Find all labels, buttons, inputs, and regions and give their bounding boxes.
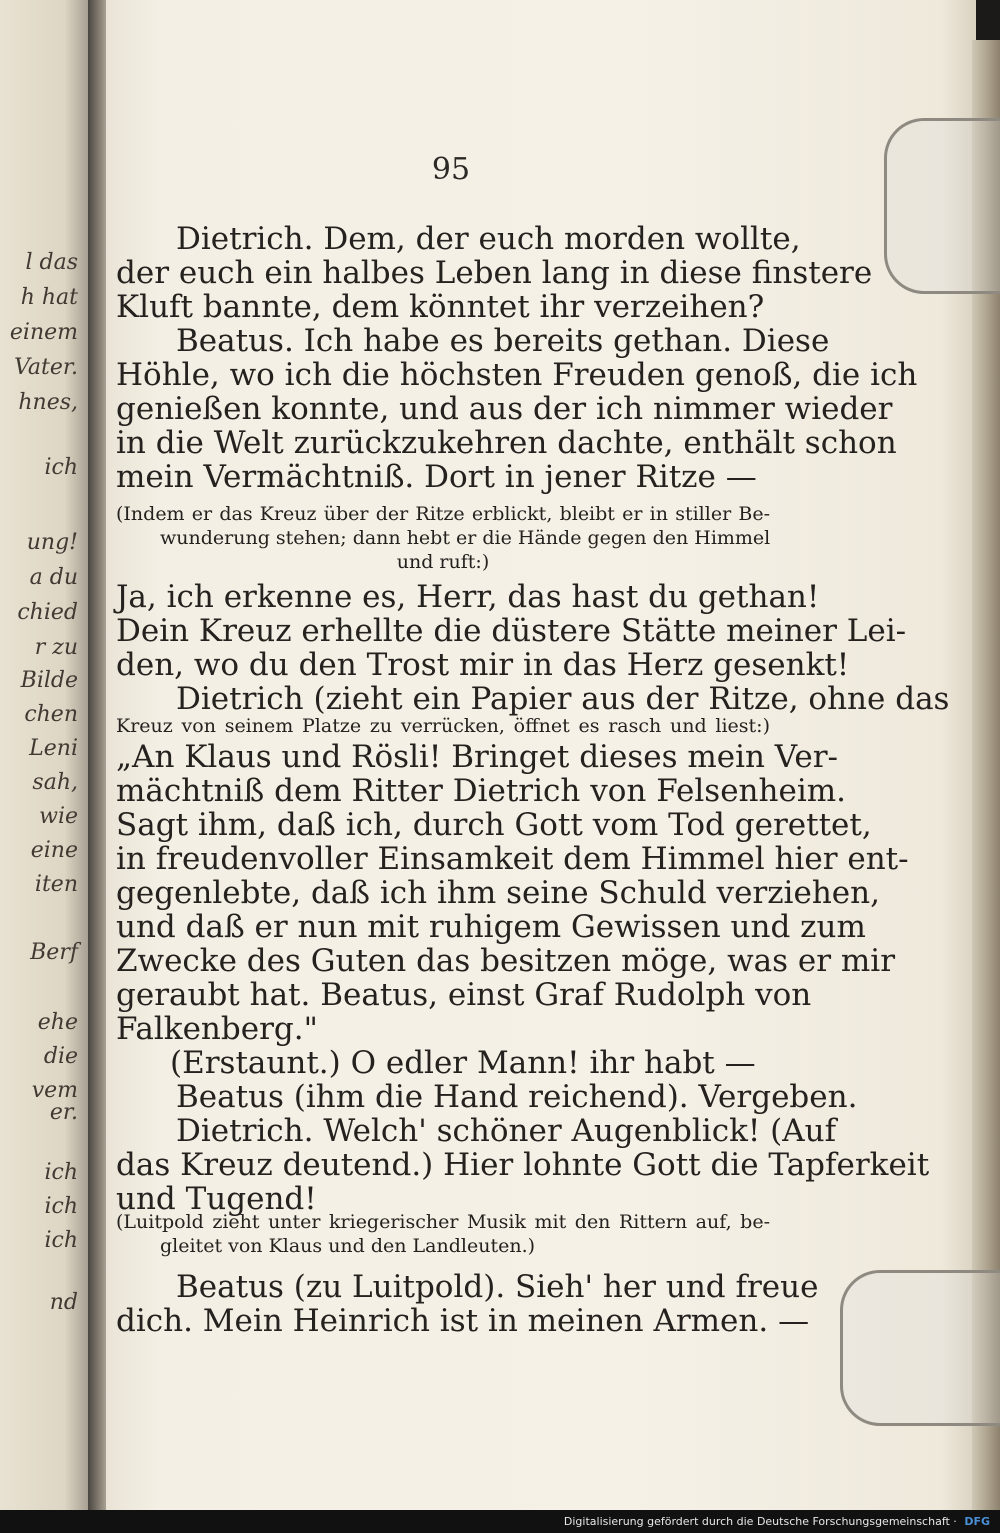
- left-page-fragment: a du: [29, 565, 78, 590]
- text-line: in die Welt zurückzukehren dachte, enthält schon: [116, 425, 897, 461]
- left-page-fragment: ich: [44, 1228, 78, 1253]
- text-line: Dietrich. Dem, der euch morden wollte,: [176, 221, 801, 257]
- text-line: mein Vermächtniß. Dort in jener Ritze —: [116, 459, 757, 495]
- left-page-fragment: wie: [39, 804, 78, 829]
- text-line: gegenlebte, daß ich ihm seine Schuld verziehen,: [116, 875, 880, 911]
- left-page-fragment: r zu: [34, 635, 78, 660]
- text-line: Beatus (zu Luitpold). Sieh' her und freue: [176, 1269, 819, 1305]
- text-line: Dein Kreuz erhellte die düstere Stätte meiner Lei-: [116, 613, 907, 649]
- left-page-fragment: ung!: [26, 530, 78, 555]
- stage-direction: und ruft:): [396, 551, 490, 573]
- left-page-fragment: iten: [34, 872, 78, 897]
- left-page-fragment: ich: [44, 455, 78, 480]
- text-line: Sagt ihm, daß ich, durch Gott vom Tod gerettet,: [116, 807, 872, 843]
- footer-text: Digitalisierung gefördert durch die Deutsche Forschungsgemeinschaft ·: [563, 1515, 957, 1528]
- stage-direction: (Indem er das Kreuz über der Ritze erblickt, bleibt er in stiller Be-: [116, 503, 770, 525]
- left-page-fragment: Vater.: [14, 355, 78, 380]
- left-page-fragment: vem: [31, 1078, 78, 1103]
- left-page-fragment: die: [43, 1044, 78, 1069]
- left-page-fragment: ehe: [37, 1010, 78, 1035]
- text-line: Beatus (ihm die Hand reichend). Vergeben.: [176, 1079, 858, 1115]
- text-line: mächtniß dem Ritter Dietrich von Felsenheim.: [116, 773, 846, 809]
- text-line: Kluft bannte, dem könntet ihr verzeihen?: [116, 289, 765, 325]
- left-page-fragment: h hat: [20, 285, 78, 310]
- text-line: das Kreuz deutend.) Hier lohnte Gott die Tapferkeit: [116, 1147, 930, 1183]
- left-page-fragment: einem: [9, 320, 78, 345]
- left-page-fragment: l das: [25, 250, 78, 275]
- text-line: (Erstaunt.) O edler Mann! ihr habt —: [170, 1045, 756, 1081]
- text-line: den, wo du den Trost mir in das Herz gesenkt!: [116, 647, 850, 683]
- text-line: Höhle, wo ich die höchsten Freuden genoß, die ich: [116, 357, 918, 393]
- text-line: Dietrich (zieht ein Papier aus der Ritze, ohne das: [176, 681, 950, 717]
- left-page-fragment: Leni: [29, 736, 78, 761]
- left-page-fragment: ich: [44, 1160, 78, 1185]
- text-line: Beatus. Ich habe es bereits gethan. Diese: [176, 323, 830, 359]
- text-line: geraubt hat. Beatus, einst Graf Rudolph von: [116, 977, 812, 1013]
- stage-direction: (Luitpold zieht unter kriegerischer Musik mit den Rittern auf, be-: [116, 1211, 770, 1233]
- text-line: in freudenvoller Einsamkeit dem Himmel hier ent-: [116, 841, 909, 877]
- text-line: Falkenberg.": [116, 1011, 318, 1047]
- page-number: 95: [431, 152, 471, 187]
- text-line: und daß er nun mit ruhigem Gewissen und zum: [116, 909, 866, 945]
- text-line: dich. Mein Heinrich ist in meinen Armen. —: [116, 1303, 810, 1339]
- left-page: [0, 0, 92, 1510]
- page-clip-bottom: [840, 1270, 1000, 1426]
- stage-direction: Kreuz von seinem Platze zu verrücken, öffnet es rasch und liest:): [116, 715, 770, 737]
- text-line: Dietrich. Welch' schöner Augenblick! (Auf: [176, 1113, 837, 1149]
- text-line: Zwecke des Guten das besitzen möge, was er mir: [116, 943, 896, 979]
- left-page-fragment: ich: [44, 1194, 78, 1219]
- left-page-fragment: Berf: [30, 940, 78, 965]
- text-line: Ja, ich erkenne es, Herr, das hast du gethan!: [116, 579, 820, 615]
- stage-direction: wunderung stehen; dann hebt er die Hände gegen den Himmel: [160, 527, 771, 549]
- page-clip-top: [884, 118, 1000, 294]
- digitization-footer: [0, 1510, 1000, 1533]
- left-page-fragment: er.: [49, 1100, 78, 1125]
- left-page-fragment: chied: [17, 600, 78, 625]
- left-page-fragment: hnes,: [18, 390, 78, 415]
- left-page-fragment: sah,: [32, 770, 78, 795]
- dfg-logo: DFG: [964, 1515, 990, 1528]
- text-line: der euch ein halbes Leben lang in diese finstere: [116, 255, 873, 291]
- stage-direction: gleitet von Klaus und den Landleuten.): [160, 1235, 536, 1257]
- left-page-fragment: Bilde: [20, 668, 78, 693]
- left-page-fragment: eine: [30, 838, 78, 863]
- text-line: genießen konnte, und aus der ich nimmer wieder: [116, 391, 893, 427]
- left-page-fragment: chen: [24, 702, 78, 727]
- text-line: „An Klaus und Rösli! Bringet dieses mein Ver-: [116, 739, 838, 775]
- left-page-fragment: nd: [49, 1290, 78, 1315]
- text-line: und Tugend!: [116, 1181, 317, 1217]
